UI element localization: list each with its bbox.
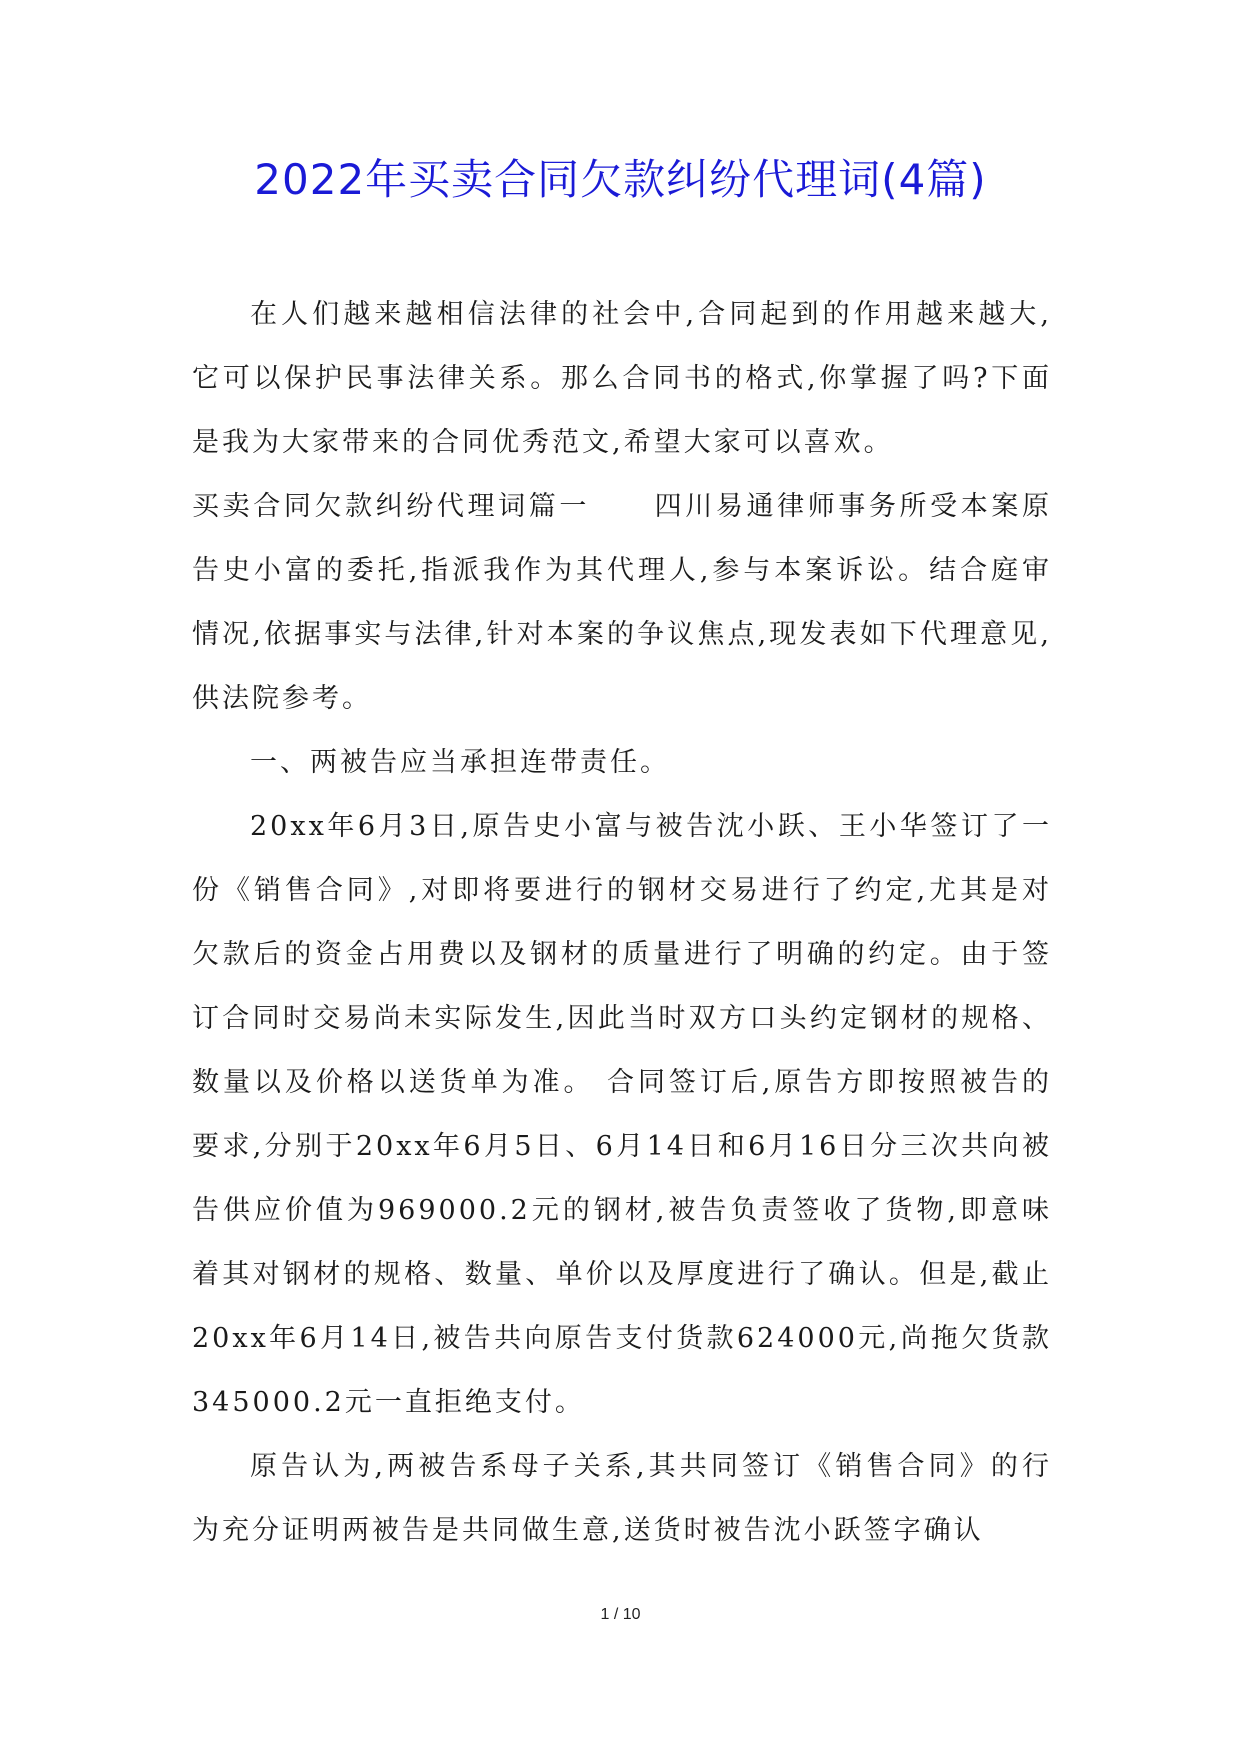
section-heading: 买卖合同欠款纠纷代理词篇一 <box>192 491 590 522</box>
point-heading: 一、两被告应当承担连带责任。 <box>250 747 670 778</box>
page-number: 1 / 10 <box>600 1606 641 1623</box>
section-body: 四川易通律师事务所受本案原告史小富的委托,指派我作为其代理人,参与本案诉讼。结合庭审情况,依据事实与法律,针对本案的争议焦点,现发表如下代理意见,供法院参考。 <box>192 491 1052 714</box>
intro-paragraph: 在人们越来越相信法律的社会中,合同起到的作用越来越大,它可以保护民事法律关系。那么合同书的格式,你掌握了吗?下面是我为大家带来的合同优秀范文,希望大家可以喜欢。 <box>192 299 1052 458</box>
section-paragraph <box>192 475 1052 731</box>
argument-paragraph: 原告认为,两被告系母子关系,其共同签订《销售合同》的行为充分证明两被告是共同做生意,送货时被告沈小跃签字确认 <box>192 1451 1052 1546</box>
document-title: 2022年买卖合同欠款纠纷代理词(4篇) <box>254 155 987 204</box>
document-body <box>192 283 1052 1563</box>
facts-paragraph: 20xx年6月3日,原告史小富与被告沈小跃、王小华签订了一份《销售合同》,对即将要进行的钢材交易进行了约定,尤其是对欠款后的资金占用费以及钢材的质量进行了明确的约定。由于签订合同时交易尚未实际发生,因此当时双方口头约定钢材的规格、数量以及价格以送货单为准。 合同签订后,原告方即按照被告的要求,分别于20xx年6月5日、6月14日和6月16日分三次共向被告供应价值为969000.2元的钢材,被告负责签收了货物,即意味着其对钢材的规格、数量、单价以及厚度进行了确认。但是,截止20xx年6月14日,被告共向原告支付货款624000元,尚拖欠货款345000.2元一直拒绝支付。 <box>192 811 1052 1418</box>
